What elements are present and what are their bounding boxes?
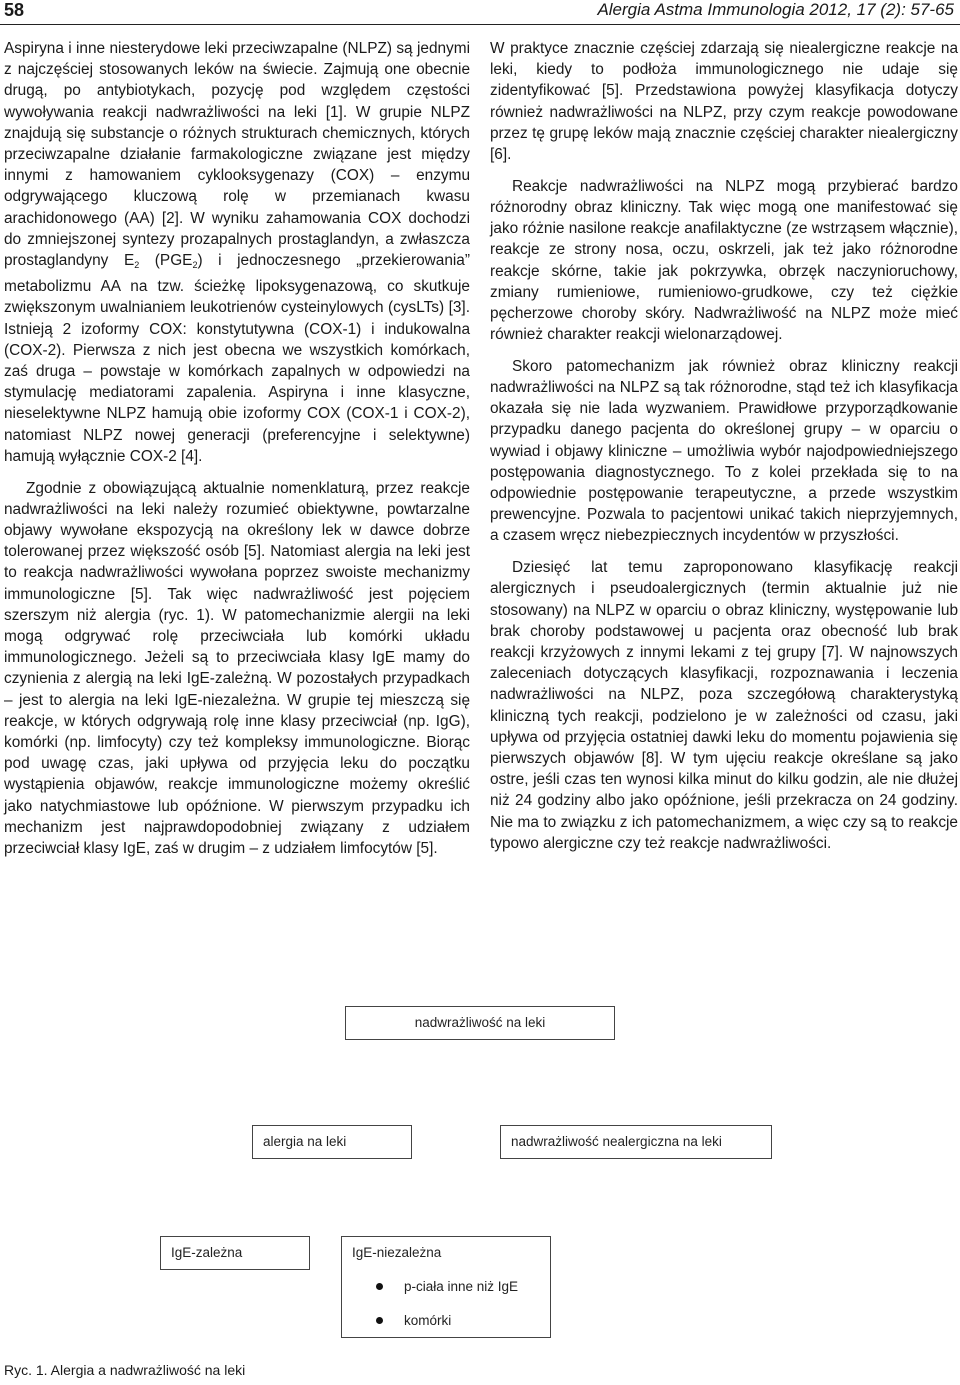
- bullet-icon: [376, 1283, 383, 1290]
- journal-citation: Alergia Astma Immunologia 2012, 17 (2): 57-65: [597, 0, 954, 19]
- page-number: 58: [4, 0, 25, 20]
- right-text-column: [490, 38, 958, 865]
- paragraph: Reakcje nadwrażliwości na NLPZ mogą przybierać bardzo różnorodny obraz kliniczny. Tak więc mogą one manifestować się jako różnie nasilone reakcje anafilaktyczne (ze wstrząsem włącznie), reakcje ze strony nosa, oczu, oskrzeli, jak też jako różnorodne reakcje skórne, takie jak pokrzywka, obrzęk naczynioruchowy, zmiany rumieniowe, rumieniowo-grudkowe, czy też ciężkie pęcherzowe choroby skóry. Nadwrażliwość na NLPZ może mieć również charakter reakcji wielonarządowej.: [490, 177, 958, 344]
- paragraph: Aspiryna i inne niesterydowe leki przeciwzapalne (NLPZ) są jednymi z najczęściej stosowanych leków na świecie. Zajmują one obecnie drugą, po antybiotykach, pozycję pod względem częstości wywoływania reakcji nadwrażliwości na leki [1]. W grupie NLPZ znajdują się substancje o różnych strukturach chemicznych, których przeciwzapalne działanie farmakologiczne związane jest między innymi z hamowaniem cyklooksygenazy (COX) – enzymu odgrywającego kluczową rolę w przemianach kwasu arachidonowego (AA) [2]. W wyniku zahamowania COX dochodzi do zmniejszonej syntezy prozapalnych prostaglandyn, a zwłaszcza prostaglandyny $E_2$ $(PGE_2)$ i jednoczesnego „przekierowania” metabolizmu AA na tzw. ścieżkę lipoksygenazową, co skutkuje zwiększonym uwalnianiem leukotrienów cysteinylowych (cysLTs) [3]. Istnieją 2 izoformy COX: konstytutywna (COX-1) i indukowalna (COX-2). Pierwsza z nich jest obecna we wszystkich komórkach, zaś druga – powstaje w komórkach zapalnych w odpowiedzi na stymulację mediatorami zapalenia. Aspiryna i inne klasyczne, nieselektywne NLPZ hamują obie izoformy COX (COX-1 i COX-2), natomiast NLPZ nowej generacji (preferencyjne i selektywne) hamują wyłącznie COX-2 [4].: [4, 40, 470, 465]
- diagram-bullet-list: [352, 1277, 540, 1331]
- figure-caption: Ryc. 1. Alergia a nadwrażliwość na leki: [4, 1362, 246, 1378]
- diagram-box-title: IgE-niezależna: [352, 1245, 442, 1260]
- diagram-box-drug-allergy: alergia na leki: [252, 1125, 412, 1159]
- list-item: komórki: [376, 1311, 540, 1331]
- diagram-box-hypersensitivity: nadwrażliwość na leki: [345, 1006, 615, 1040]
- diagram-box-non-allergic: nadwrażliwość nealergiczna na leki: [500, 1125, 772, 1159]
- classification-diagram: [0, 1000, 960, 1360]
- paragraph: Zgodnie z obowiązującą aktualnie nomenklaturą, przez reakcje nadwrażliwości na leki należy rozumieć obiektywne, powtarzalne objawy wywołane ekspozycją na określony lek w dawce dobrze tolerowanej przez większość osób [5]. Natomiast alergia na leki jest to reakcja nadwrażliwości wywołana poprzez swoiste mechanizmy immunologiczne [5]. Tak więc nadwrażliwość jest pojęciem szerszym niż alergia (ryc. 1). W patomechanizmie alergii na leki mogą odgrywać rolę przeciwciała lub komórki układu immunologicznego. Jeżeli są to przeciwciała klasy IgE mamy do czynienia z alergią na leki IgE-zależną. W pozostałych przypadkach – jest to alergia na leki IgE-niezależna. W grupie tej mieszczą się reakcje, w których odgrywają rolę inne klasy przeciwciał (np. IgG), komórki (np. limfocyty) czy też kompleksy immunologiczne. Biorąc pod uwagę czas, jaki upływa od przyjęcia leku do początku wystąpienia objawów, reakcje immunologiczne możemy określić jako natychmiastowe lub opóźnione. W pierwszym przypadku ich mechanizm jest najprawdopodobniej związany z udziałem przeciwciał klasy IgE, zaś w drugim – z udziałem limfocytów [5].: [4, 479, 470, 858]
- list-item: p-ciała inne niż IgE: [376, 1277, 540, 1297]
- paragraph: W praktyce znacznie częściej zdarzają się niealergiczne reakcje na leki, kiedy to podłoża immunologicznego nie udaje się zidentyfikować [5]. Przedstawiona powyżej klasyfikacja dotyczy również nadwrażliwości na NLPZ, przy czym reakcje powodowane przez tę grupę leków mają znacznie częściej charakter niealergiczny [6].: [490, 40, 958, 164]
- bullet-icon: [376, 1317, 383, 1324]
- left-text-column: [4, 38, 470, 870]
- diagram-box-ige-independent: [341, 1236, 551, 1338]
- diagram-box-ige-dependent: IgE-zależna: [160, 1236, 310, 1270]
- paragraph: Skoro patomechanizm jak również obraz kliniczny reakcji nadwrażliwości na NLPZ są tak różnorodne, stąd też ich klasyfikacja okazała się nie lada wyzwaniem. Prawidłowe przyporządkowanie przypadku danego pacjenta do określonej grupy – w oparciu o wywiad i objawy kliniczne – umożliwia wybór najodpowiedniejszego postępowania diagnostycznego. To z kolei przekłada się to na odpowiednie postępowanie terapeutyczne, a przede wszystkim prewencyjne. Pozwala to pacjentowi unikać takich nieprzyjemnych, a czasem wręcz niebezpiecznych incydentów w przyszłości.: [490, 357, 958, 545]
- paragraph: Dziesięć lat temu zaproponowano klasyfikację reakcji alergicznych i pseudoalergicznych (termin aktualnie już nie stosowany) na NLPZ w oparciu o obraz kliniczny, występowanie lub brak choroby podstawowej u pacjenta oraz obecność lub brak reakcji krzyżowych z innymi lekami z tej grupy [7]. W najnowszych zaleceniach dotyczących klasyfikacji, rozpoznawania i leczenia nadwrażliwości na NLPZ, poza szczegółową charakterystyką kliniczną tych reakcji, podzielono je w zależności od czasu, jaki upływa od przyjęcia ostatniej dawki leku do momentu pojawienia się pierwszych objawów [8]. W tym ujęciu reakcje określane są jako ostre, jeśli czas ten wynosi kilka minut do kilku godzin, ale nie dłużej niż 24 godziny albo jako opóźnione, jeśli przekracza on 24 godziny. Nie ma to związku z ich patomechanizmem, a więc czy są to reakcje typowo alergiczne czy też reakcje nadwrażliwości.: [490, 559, 958, 852]
- page-header: [0, 0, 960, 25]
